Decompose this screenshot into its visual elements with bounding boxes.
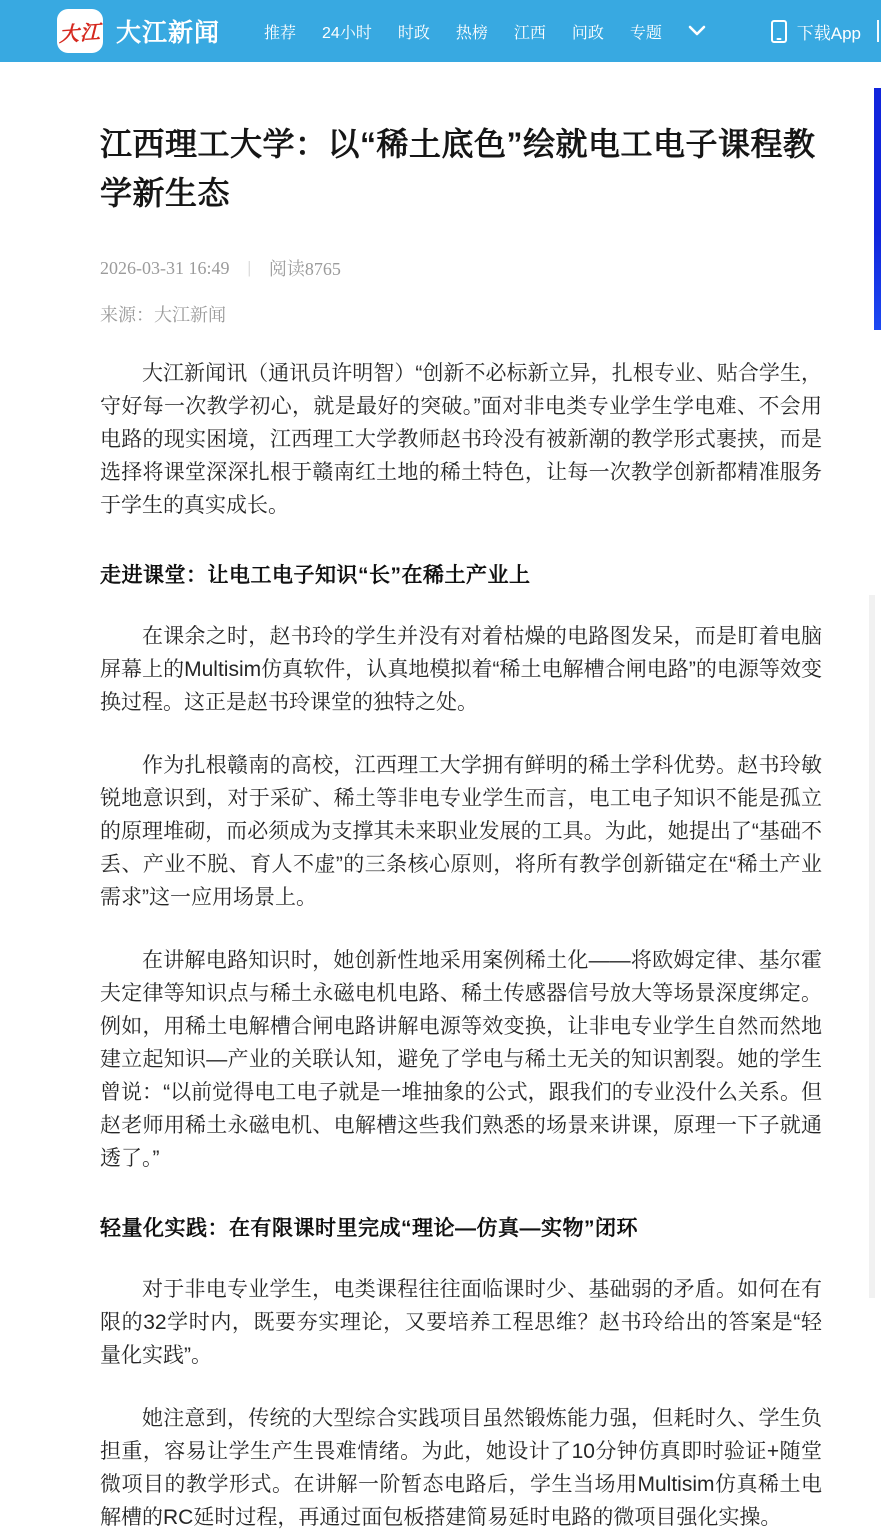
- nav-item-special[interactable]: 专题: [629, 24, 662, 42]
- brand[interactable]: [57, 9, 220, 53]
- nav-item-politics[interactable]: 时政: [397, 24, 430, 42]
- nav-item-hotlist[interactable]: 热榜: [455, 24, 488, 42]
- paragraph-intro: 大江新闻讯（通讯员许明智）“创新不必标新立异，扎根专业、贴合学生，守好每一次教学初心，就是最好的突破。”面对非电类专业学生学电难、不会用电路的现实困境，江西理工大学教师赵书玲没有被新潮的教学形式裹挟，而是选择将课堂深深扎根于赣南红土地的稀土特色，让每一次教学创新都精准服务于学生的真实成长。: [100, 362, 822, 517]
- logo-text: 大江: [59, 19, 101, 46]
- publish-time: 2026-03-31 16:49: [100, 257, 230, 278]
- article-body: [100, 357, 822, 1534]
- site-logo[interactable]: [57, 9, 103, 53]
- nav-item-jiangxi[interactable]: 江西: [513, 24, 546, 42]
- phone-icon: [771, 20, 787, 43]
- top-navigation-bar: [0, 0, 881, 62]
- nav-item-recommend[interactable]: 推荐: [264, 24, 297, 42]
- topbar-divider: [877, 20, 879, 42]
- paragraph: 在课余之时，赵书玲的学生并没有对着枯燥的电路图发呆，而是盯着电脑屏幕上的Multisim仿真软件，认真地模拟着“稀土电解槽合闸电路”的电源等效变换过程。这正是赵书玲课堂的独特之处。: [100, 625, 822, 714]
- scrollbar-track[interactable]: [869, 595, 875, 1298]
- section-heading-classroom: 走进课堂：让电工电子知识“长”在稀土产业上: [100, 564, 531, 587]
- scrollbar-thumb[interactable]: [874, 88, 881, 330]
- article-source: 来源：大江新闻: [100, 305, 226, 325]
- download-app-button[interactable]: 下载App: [796, 23, 861, 43]
- chevron-down-icon[interactable]: [688, 25, 706, 37]
- paragraph: 作为扎根赣南的高校，江西理工大学拥有鲜明的稀土学科优势。赵书玲敏锐地意识到，对于采矿、稀土等非电专业学生而言，电工电子知识不能是孤立的原理堆砌，而必须成为支撑其未来职业发展的工具。为此，她提出了“基础不丢、产业不脱、育人不虚”的三条核心原则，将所有教学创新锚定在“稀土产业需求”这一应用场景上。: [100, 754, 822, 909]
- site-name: 大江新闻: [116, 19, 221, 47]
- paragraph: 对于非电专业学生，电类课程往往面临课时少、基础弱的矛盾。如何在有限的32学时内，既要夯实理论，又要培养工程思维？赵书玲给出的答案是“轻量化实践”。: [100, 1278, 822, 1367]
- section-heading-practice: 轻量化实践：在有限课时里完成“理论—仿真—实物”闭环: [100, 1217, 638, 1240]
- nav-item-24hours[interactable]: 24小时: [322, 24, 372, 42]
- article-meta: [100, 255, 822, 281]
- read-count: 阅读8765: [268, 259, 341, 279]
- paragraph: 她注意到，传统的大型综合实践项目虽然锻炼能力强，但耗时久、学生负担重，容易让学生产生畏难情绪。为此，她设计了10分钟仿真即时验证+随堂微项目的教学形式。在讲解一阶暂态电路后，学生当场用Multisim仿真稀土电解槽的RC延时过程，再通过面包板搭建简易延时电路的微项目强化实操。: [100, 1407, 822, 1529]
- paragraph: 在讲解电路知识时，她创新性地采用案例稀土化——将欧姆定律、基尔霍夫定律等知识点与稀土永磁电机电路、稀土传感器信号放大等场景深度绑定。例如，用稀土电解槽合闸电路讲解电源等效变换，让非电专业学生自然而然地建立起知识—产业的关联认知，避免了学电与稀土无关的知识割裂。她的学生曾说：“以前觉得电工电子就是一堆抽象的公式，跟我们的专业没什么关系。但赵老师用稀土永磁电机、电解槽这些我们熟悉的场景来讲课，原理一下子就通透了。”: [100, 949, 822, 1170]
- meta-divider: |: [247, 258, 251, 277]
- nav-item-askgov[interactable]: 问政: [571, 24, 604, 42]
- article-container: [0, 62, 881, 1534]
- main-nav: [264, 20, 706, 43]
- topbar-right: [771, 19, 881, 44]
- article-title: 江西理工大学：以“稀土底色”绘就电工电子课程教学新生态: [100, 126, 816, 211]
